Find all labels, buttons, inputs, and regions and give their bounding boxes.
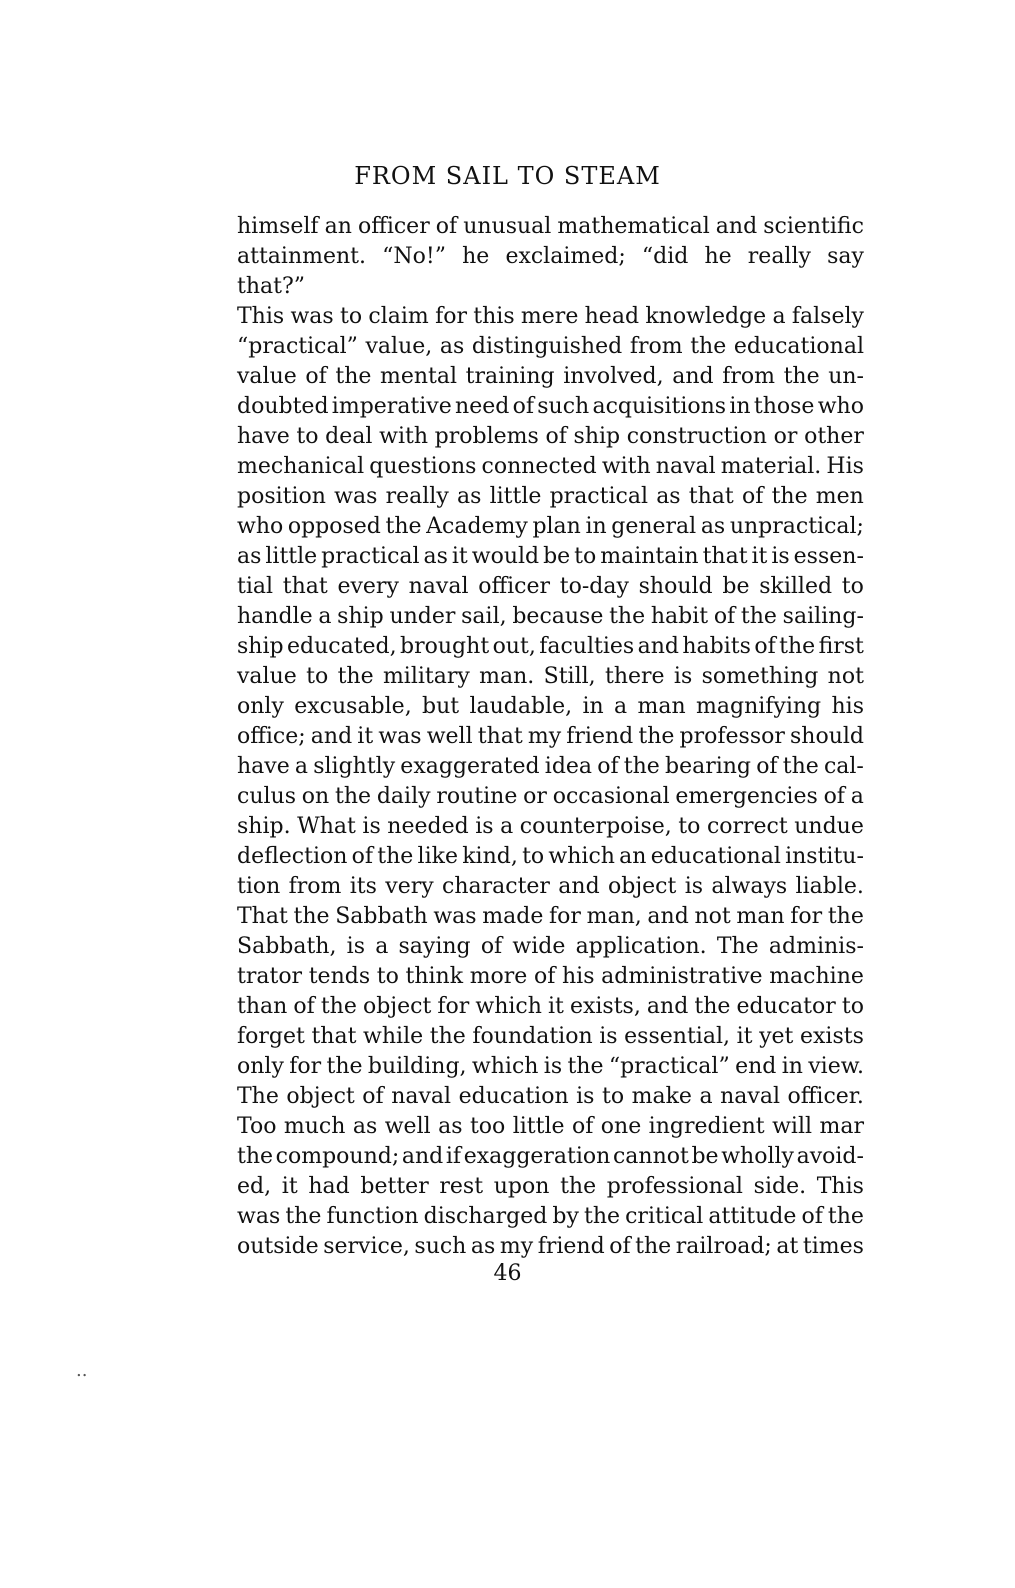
text-line: ship educated, brought out, faculties and habits of the first: [237, 634, 864, 659]
text-line: tial that every naval officer to-day should be skilled to: [237, 574, 864, 599]
text-line: office; and it was well that my friend the professor should: [237, 724, 864, 749]
text-line: than of the object for which it exists, and the educator to: [237, 994, 864, 1019]
page-number: 46: [493, 1261, 522, 1286]
text-line: that?”: [237, 274, 306, 299]
text-line: the compound; and if exaggeration cannot be wholly avoid-: [237, 1144, 864, 1169]
scan-specks: ..: [76, 1360, 88, 1381]
text-line: deflection of the like kind, to which an educational institu-: [237, 844, 864, 869]
text-line: value of the mental training involved, and from the un-: [237, 364, 864, 389]
text-line: trator tends to think more of his administrative machine: [237, 964, 864, 989]
text-line: attainment. “No!” he exclaimed; “did he really say: [237, 244, 864, 269]
text-line: as little practical as it would be to maintain that it is essen-: [237, 544, 864, 569]
text-line: ed, it had better rest upon the professional side. This: [237, 1174, 864, 1199]
text-line: The object of naval education is to make a naval officer.: [237, 1084, 864, 1109]
text-line: This was to claim for this mere head knowledge a falsely: [237, 304, 864, 329]
text-line: That the Sabbath was made for man, and not man for the: [237, 904, 864, 929]
text-line: only for the building, which is the “practical” end in view.: [237, 1054, 864, 1079]
running-head: FROM SAIL TO STEAM: [354, 162, 661, 190]
text-line: tion from its very character and object is always liable.: [237, 874, 864, 899]
text-line: doubted imperative need of such acquisitions in those who: [237, 394, 864, 419]
text-line: have a slightly exaggerated idea of the bearing of the cal-: [237, 754, 864, 779]
text-line: who opposed the Academy plan in general as unpractical;: [237, 514, 864, 539]
body-text: [237, 212, 864, 1262]
text-line: culus on the daily routine or occasional emergencies of a: [237, 784, 864, 809]
text-line: value to the military man. Still, there is something not: [237, 664, 864, 689]
text-line: handle a ship under sail, because the habit of the sailing-: [237, 604, 864, 629]
text-line: only excusable, but laudable, in a man magnifying his: [237, 694, 864, 719]
text-line: himself an officer of unusual mathematical and scientific: [237, 214, 864, 239]
text-line: ship. What is needed is a counterpoise, to correct undue: [237, 814, 864, 839]
text-line: mechanical questions connected with naval material. His: [237, 454, 864, 479]
text-line: position was really as little practical as that of the men: [237, 484, 864, 509]
text-line: outside service, such as my friend of the railroad; at times: [237, 1234, 864, 1259]
text-line: forget that while the foundation is essential, it yet exists: [237, 1024, 864, 1049]
text-line: Sabbath, is a saying of wide application. The adminis-: [237, 934, 864, 959]
text-line: Too much as well as too little of one ingredient will mar: [237, 1114, 864, 1139]
text-line: was the function discharged by the critical attitude of the: [237, 1204, 864, 1229]
text-line: have to deal with problems of ship construction or other: [237, 424, 864, 449]
text-line: “practical” value, as distinguished from the educational: [237, 334, 864, 359]
